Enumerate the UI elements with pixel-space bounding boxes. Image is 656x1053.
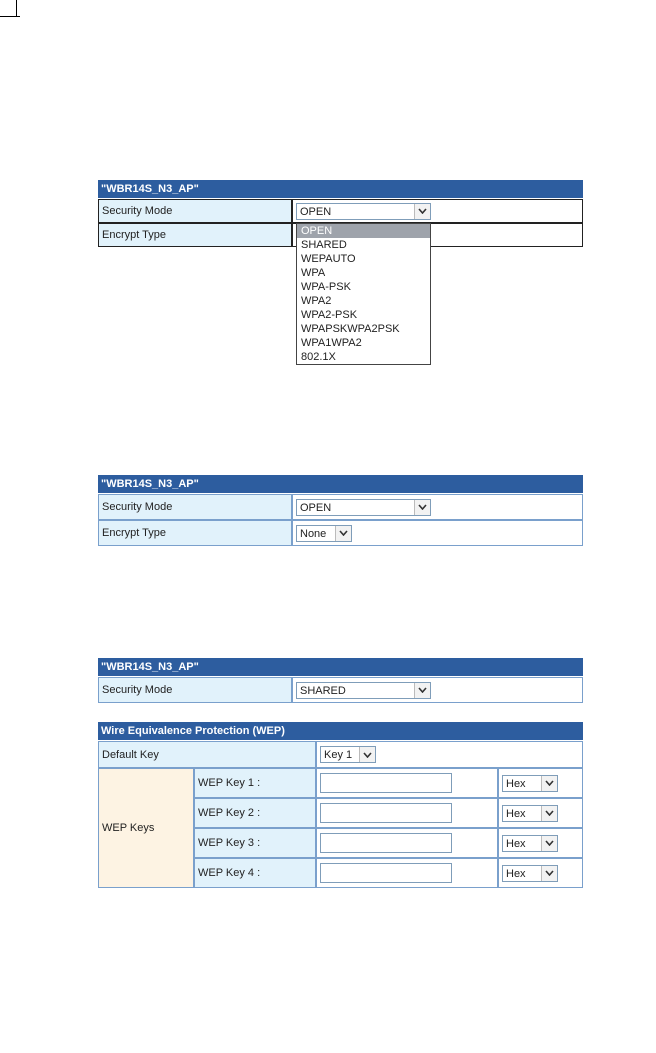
encrypt-type-select[interactable] [296,525,352,542]
security-mode-label: Security Mode [98,677,292,703]
encrypt-type-cell [292,520,583,546]
wep-panel-title: Wire Equivalence Protection (WEP) [98,722,583,741]
wep-key-4-input[interactable] [320,863,452,883]
wep-key-cell [316,798,498,828]
chevron-down-icon[interactable] [541,806,557,821]
chevron-down-icon[interactable] [541,836,557,851]
security-mode-select[interactable] [296,203,431,220]
crop-mark-horizontal [0,16,20,17]
encrypt-type-value: None [300,527,327,540]
wep-key-format-value: Hex [506,777,526,790]
security-mode-label: Security Mode [98,494,292,520]
security-mode-cell [292,677,583,703]
wep-key-label: WEP Key 1 : [194,768,316,798]
wep-key-format-cell [498,828,583,858]
dropdown-option[interactable]: WPA-PSK [301,281,351,293]
chevron-down-icon[interactable] [414,683,430,698]
security-mode-select[interactable] [296,682,431,699]
wep-key-3-format-select[interactable] [502,835,558,852]
wep-key-4-format-select[interactable] [502,865,558,882]
wep-key-label: WEP Key 2 : [194,798,316,828]
encrypt-type-label: Encrypt Type [98,223,292,247]
default-key-cell [316,741,583,768]
panel-title: "WBR14S_N3_AP" [98,658,583,677]
dropdown-option[interactable]: WPA [301,267,326,279]
security-mode-cell [292,494,583,520]
chevron-down-icon[interactable] [359,747,375,762]
wep-key-2-input[interactable] [320,803,452,823]
wep-keys-label: WEP Keys [98,768,194,888]
wep-key-format-value: Hex [506,807,526,820]
wep-panel [98,722,583,888]
wep-key-label: WEP Key 4 : [194,858,316,888]
wep-key-format-cell [498,798,583,828]
chevron-down-icon[interactable] [541,866,557,881]
dropdown-option[interactable]: SHARED [301,239,347,251]
dropdown-option[interactable]: WPAPSKWPA2PSK [301,323,400,335]
wep-key-2-format-select[interactable] [502,805,558,822]
security-panel-shared [98,658,583,703]
default-key-value: Key 1 [324,749,353,761]
wep-key-cell [316,768,498,798]
chevron-down-icon[interactable] [414,500,430,515]
dropdown-option[interactable]: WPA2 [301,295,332,307]
chevron-down-icon[interactable] [541,776,557,791]
default-key-select[interactable] [320,746,376,763]
dropdown-option[interactable]: WPA1WPA2 [301,337,362,349]
panel-title: "WBR14S_N3_AP" [98,180,583,199]
wep-key-3-input[interactable] [320,833,452,853]
security-mode-label: Security Mode [98,199,292,223]
security-mode-dropdown-list[interactable] [296,223,431,365]
default-key-label: Default Key [98,741,316,768]
chevron-down-icon[interactable] [414,204,430,219]
dropdown-option[interactable]: WEPAUTO [301,253,356,265]
security-mode-value: OPEN [300,205,332,218]
wep-key-format-cell [498,768,583,798]
dropdown-option[interactable]: OPEN [297,224,430,238]
wep-key-format-value: Hex [506,867,526,880]
crop-mark-vertical [16,0,17,16]
panel-title: "WBR14S_N3_AP" [98,475,583,494]
security-mode-value: SHARED [300,684,346,697]
dropdown-option[interactable]: 802.1X [301,351,336,363]
security-panel-open [98,475,583,546]
wep-key-label: WEP Key 3 : [194,828,316,858]
security-mode-cell [292,199,583,223]
security-mode-value: OPEN [300,501,332,514]
security-mode-select[interactable] [296,499,431,516]
wep-key-1-format-select[interactable] [502,775,558,792]
wep-key-cell [316,828,498,858]
wep-key-format-value: Hex [506,837,526,850]
wep-key-format-cell [498,858,583,888]
wep-key-1-input[interactable] [320,773,452,793]
wep-key-cell [316,858,498,888]
encrypt-type-label: Encrypt Type [98,520,292,546]
chevron-down-icon[interactable] [335,526,351,541]
dropdown-option[interactable]: WPA2-PSK [301,309,358,321]
